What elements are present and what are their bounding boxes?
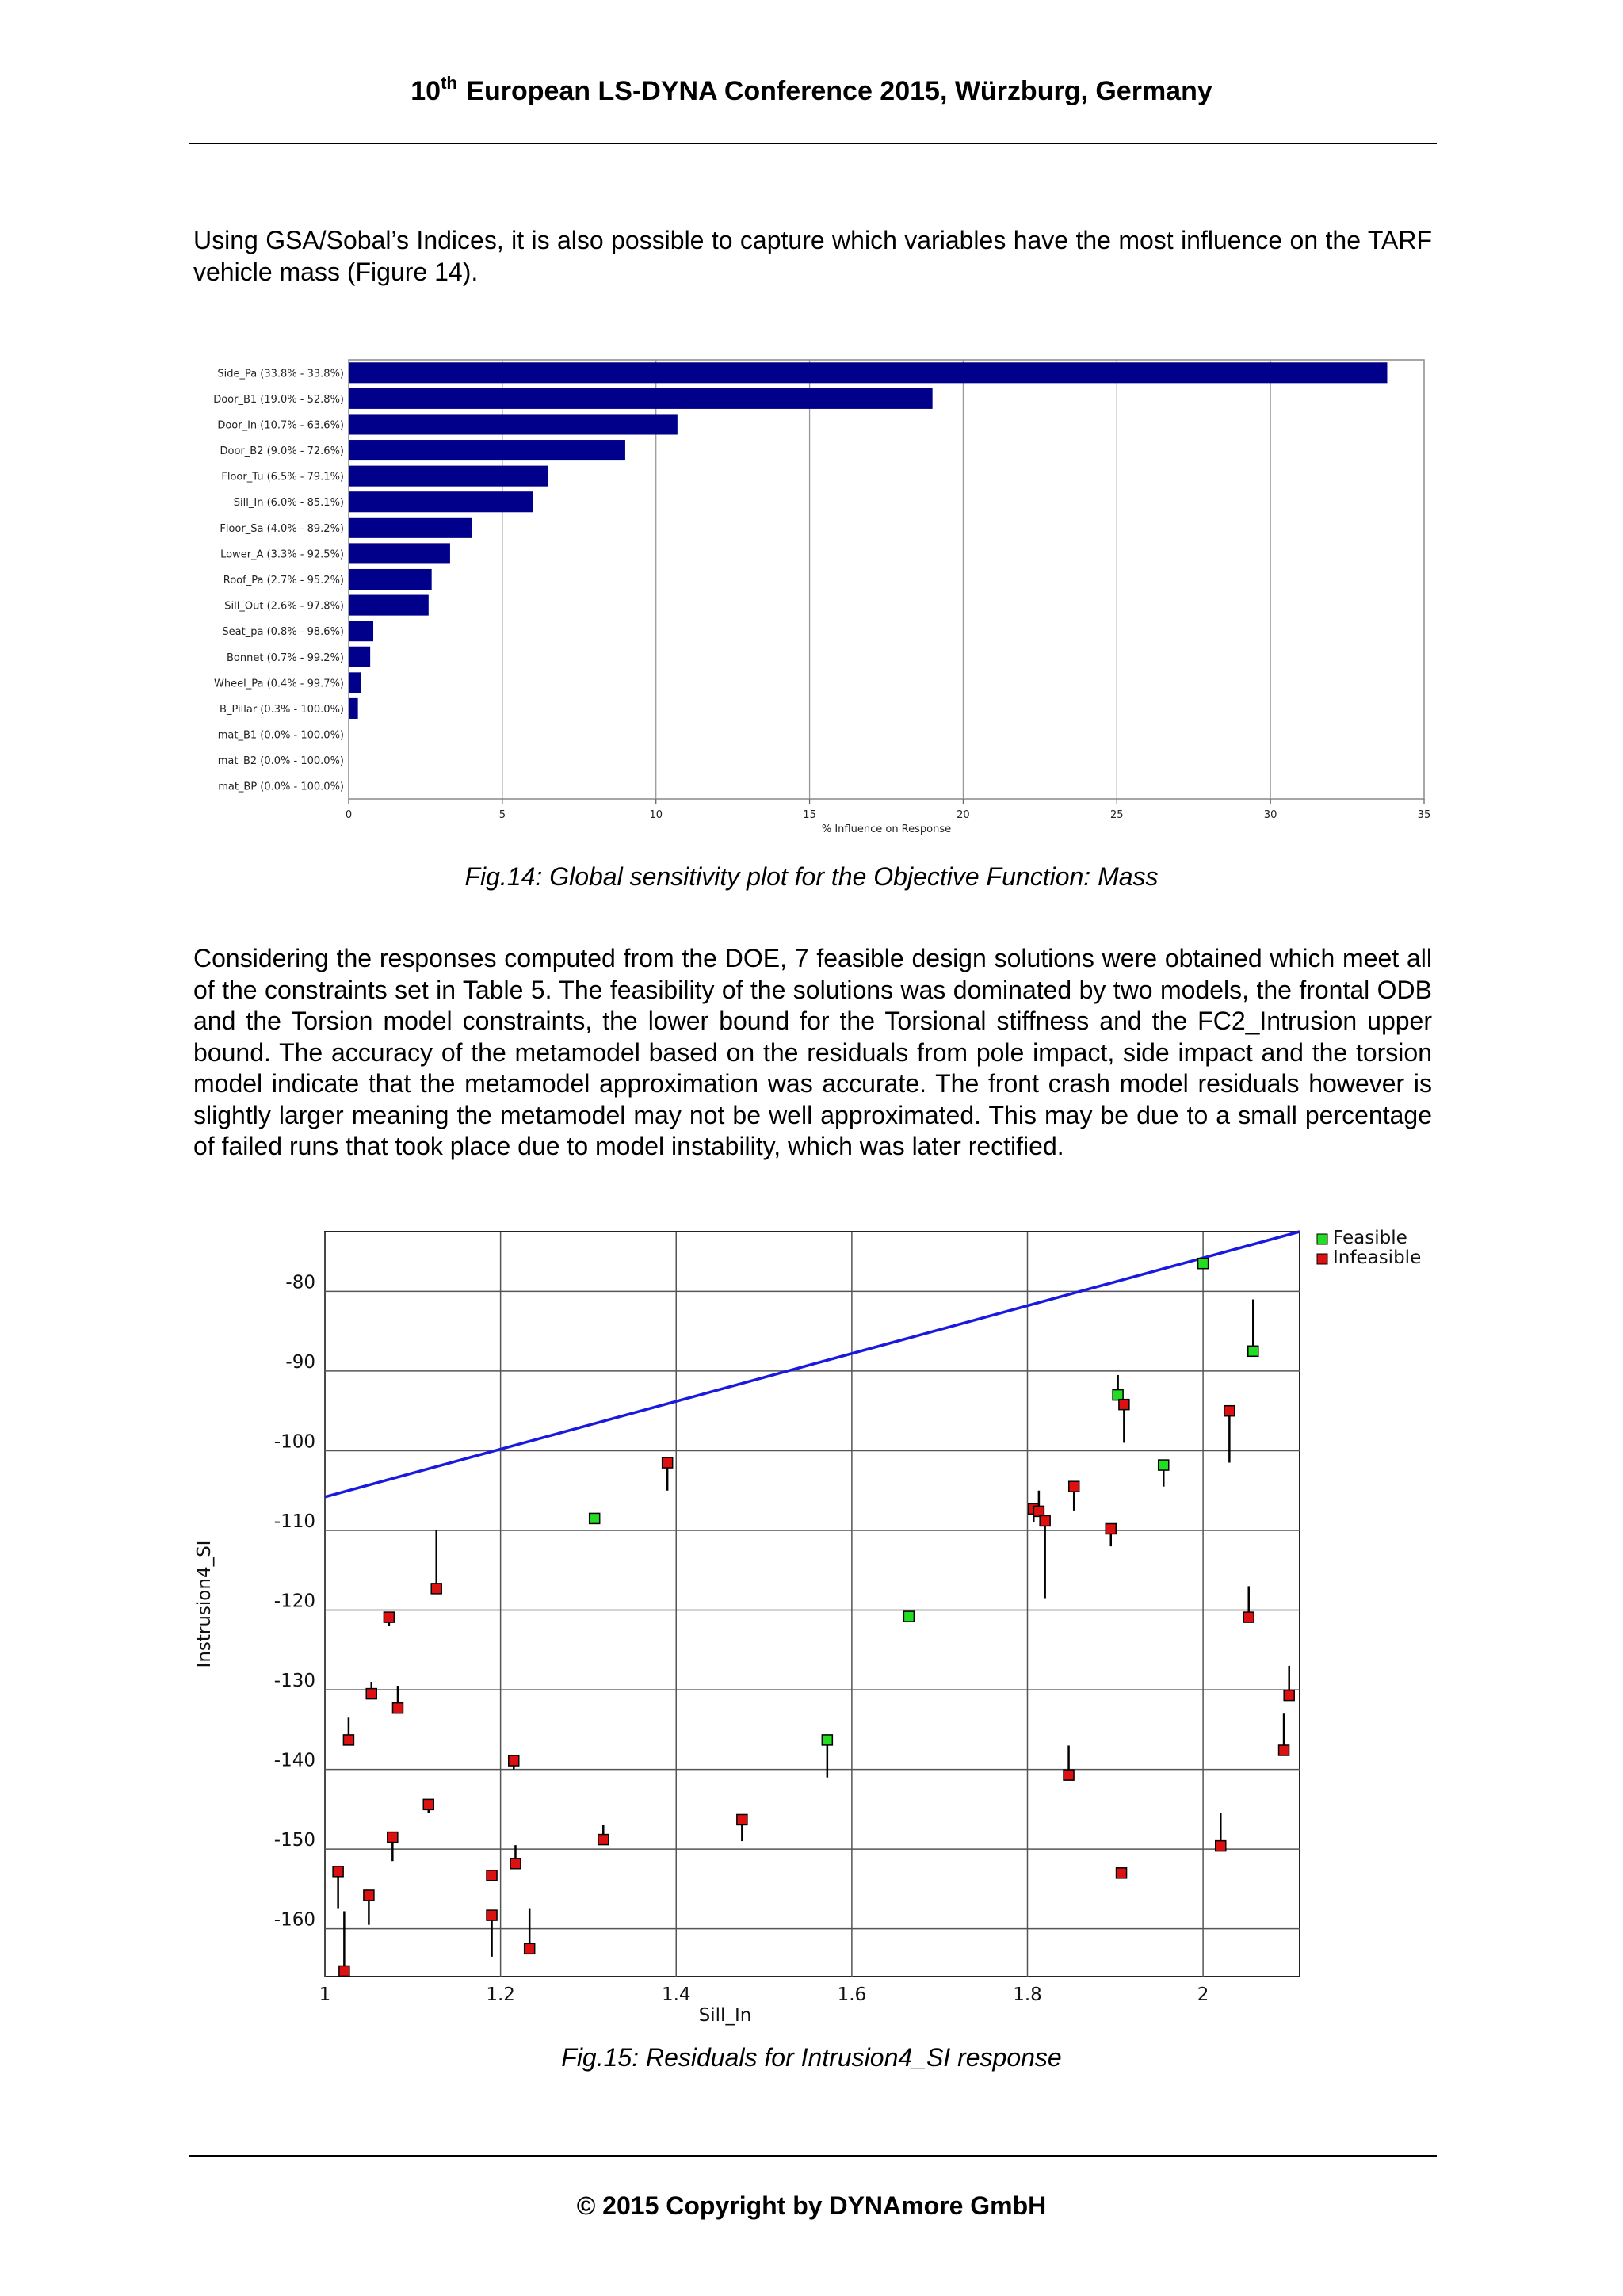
bar xyxy=(349,414,678,434)
bar xyxy=(349,621,373,641)
bar xyxy=(349,698,358,719)
tick-label-x: 30 xyxy=(1263,809,1277,821)
bar xyxy=(349,543,450,563)
category-label: Door_B1 (19.0% - 52.8%) xyxy=(213,393,344,406)
category-label: Door_B2 (9.0% - 72.6%) xyxy=(220,445,344,458)
category-label: Lower_A (3.3% - 92.5%) xyxy=(220,548,344,561)
bar xyxy=(349,491,533,512)
bar xyxy=(349,388,933,409)
legend-swatch xyxy=(1317,1234,1327,1244)
category-label: Sill_In (6.0% - 85.1%) xyxy=(233,497,344,510)
point-infeasible xyxy=(423,1799,433,1809)
x-axis-label: Sill_In xyxy=(698,2005,752,2026)
bar xyxy=(349,647,370,667)
page-header xyxy=(0,73,1623,107)
bar xyxy=(349,672,361,693)
tick-label-x: 2 xyxy=(1197,1985,1209,2005)
tick-label-x: 1.6 xyxy=(837,1985,867,2005)
category-label: Wheel_Pa (0.4% - 99.7%) xyxy=(214,678,344,690)
tick-label-y: -100 xyxy=(273,1431,315,1453)
bar xyxy=(349,362,1387,383)
point-infeasible xyxy=(392,1703,403,1713)
legend-swatch xyxy=(1317,1254,1327,1264)
category-label: Floor_Sa (4.0% - 89.2%) xyxy=(220,522,344,535)
point-infeasible xyxy=(1033,1506,1044,1516)
tick-label-x: 5 xyxy=(498,809,506,821)
tick-label-x: 1 xyxy=(319,1985,331,2005)
category-label: Door_In (10.7% - 63.6%) xyxy=(217,419,344,432)
point-infeasible xyxy=(343,1735,353,1745)
tick-label-y: -140 xyxy=(273,1750,315,1771)
figure-14-bar-chart xyxy=(190,349,1434,840)
tick-label-x: 35 xyxy=(1417,809,1431,821)
point-feasible xyxy=(1113,1390,1123,1400)
tick-label-x: 15 xyxy=(803,809,816,821)
point-feasible xyxy=(1248,1346,1258,1356)
tick-label-y: -110 xyxy=(273,1511,315,1533)
y-axis-label: Instrusion4_SI xyxy=(194,1540,215,1668)
tick-label-x: 1.8 xyxy=(1013,1985,1042,2005)
figure-15-scatter-plot xyxy=(186,1221,1438,2037)
category-label: Floor_Tu (6.5% - 79.1%) xyxy=(221,471,344,483)
footer-rule xyxy=(189,2155,1437,2157)
tick-label-y: -150 xyxy=(273,1830,315,1851)
point-infeasible xyxy=(431,1584,441,1594)
point-infeasible xyxy=(364,1890,374,1901)
point-infeasible xyxy=(1119,1400,1129,1410)
category-label: Side_Pa (33.8% - 33.8%) xyxy=(217,368,344,380)
x-axis-label: % Influence on Response xyxy=(821,823,952,835)
point-infeasible xyxy=(1243,1612,1254,1622)
legend-label: Feasible xyxy=(1333,1228,1407,1248)
category-label: Seat_pa (0.8% - 98.6%) xyxy=(222,626,344,639)
tick-label-y: -90 xyxy=(285,1351,315,1373)
tick-label-x: 1.4 xyxy=(661,1985,691,2005)
point-infeasible xyxy=(1069,1481,1079,1492)
point-infeasible xyxy=(663,1457,673,1468)
category-label: Bonnet (0.7% - 99.2%) xyxy=(226,651,344,664)
category-label: mat_BP (0.0% - 100.0%) xyxy=(218,781,344,793)
point-feasible xyxy=(590,1513,600,1523)
point-feasible xyxy=(903,1611,914,1622)
category-label: mat_B2 (0.0% - 100.0%) xyxy=(217,755,344,768)
category-label: Sill_Out (2.6% - 97.8%) xyxy=(224,600,344,613)
plot-area xyxy=(325,1232,1300,1977)
tick-label-y: -130 xyxy=(273,1671,315,1692)
header-sup: th xyxy=(441,73,457,93)
page-footer: © 2015 Copyright by DYNAmore GmbH xyxy=(576,2191,1047,2220)
point-infeasible xyxy=(333,1866,343,1877)
figure-15-caption: Fig.15: Residuals for Intrusion4_SI response xyxy=(561,2043,1062,2072)
bar xyxy=(349,518,472,538)
bar xyxy=(349,595,429,616)
bar xyxy=(349,440,625,460)
tick-label-y: -120 xyxy=(273,1591,315,1612)
point-infeasible xyxy=(509,1755,519,1766)
point-infeasible xyxy=(1279,1745,1289,1755)
legend-label: Infeasible xyxy=(1333,1247,1422,1268)
point-feasible xyxy=(822,1735,832,1745)
point-infeasible xyxy=(384,1612,394,1622)
tick-label-y: -160 xyxy=(273,1909,315,1931)
header-title: European LS-DYNA Conference 2015, Würzburg, Germany xyxy=(458,76,1212,106)
category-label: mat_B1 (0.0% - 100.0%) xyxy=(217,729,344,742)
bar xyxy=(349,569,432,590)
point-infeasible xyxy=(487,1910,497,1920)
tick-label-x: 1.2 xyxy=(486,1985,515,2005)
paragraph-2: Considering the responses computed from the DOE, 7 feasible design solutions were obtained which meet all of the constraints set in Table 5. The feasibility of the solutions was dominated by two models, the frontal ODB and the Torsion model constraints, the lower bound for the Torsional stiffness and the FC2_Intrusion upper bound. The accuracy of the metamodel based on the residuals from pole impact, side impact and the torsion model indicate that the metamodel approximation was accurate. The front crash model residuals however is slightly larger meaning the metamodel may not be well approximated. This may be due to a small percentage of failed runs that took place due to model instability, which was later rectified. xyxy=(193,944,1432,1160)
point-infeasible xyxy=(1284,1690,1294,1701)
paragraph-1: Using GSA/Sobal’s Indices, it is also possible to capture which variables have the most influence on the TARF vehicle mass (Figure 14). xyxy=(193,226,1432,286)
point-infeasible xyxy=(1117,1868,1127,1878)
point-infeasible xyxy=(525,1943,535,1954)
tick-label-y: -80 xyxy=(285,1272,315,1293)
point-infeasible xyxy=(737,1814,747,1824)
tick-label-x: 10 xyxy=(649,809,663,821)
point-feasible xyxy=(1198,1259,1209,1269)
header-number: 10 xyxy=(411,76,441,106)
point-infeasible xyxy=(1064,1770,1074,1780)
tick-label-x: 20 xyxy=(957,809,970,821)
category-label: B_Pillar (0.3% - 100.0%) xyxy=(220,703,344,716)
point-feasible xyxy=(1159,1460,1169,1470)
tick-label-x: 25 xyxy=(1110,809,1124,821)
point-infeasible xyxy=(1224,1406,1235,1416)
point-infeasible xyxy=(339,1966,349,1976)
point-infeasible xyxy=(510,1859,521,1869)
point-infeasible xyxy=(487,1870,497,1881)
category-label: Roof_Pa (2.7% - 95.2%) xyxy=(223,575,344,586)
point-infeasible xyxy=(1040,1515,1050,1526)
point-infeasible xyxy=(366,1689,376,1699)
figure-14-caption: Fig.14: Global sensitivity plot for the Objective Function: Mass xyxy=(464,862,1159,891)
point-infeasible xyxy=(598,1835,609,1845)
point-infeasible xyxy=(1106,1523,1116,1534)
header-rule xyxy=(189,143,1437,144)
tick-label-x: 0 xyxy=(345,809,353,821)
point-infeasible xyxy=(388,1832,398,1843)
point-infeasible xyxy=(1216,1841,1226,1851)
bar xyxy=(349,466,548,487)
